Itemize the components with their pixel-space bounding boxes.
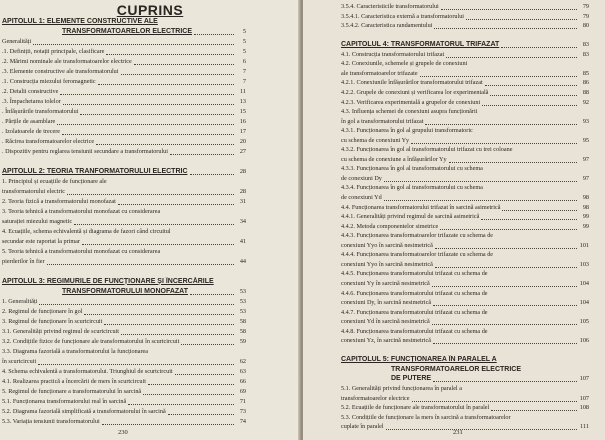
toc-page-number: 85: [582, 69, 589, 77]
toc-entry-title: 3.5.4.2. Caracteristica randamentului: [341, 22, 433, 30]
toc-entry-title: 4.2.2. Grupele de conexiuni și verificarea lor experimentală: [341, 88, 489, 96]
dot-leader: [60, 94, 234, 95]
toc-entry-title: saturației miezului magnetic: [2, 218, 73, 225]
toc-entry-title: 4. Schema echivalentă a transformatorului. Triunghiul de scurtcircuit: [2, 368, 173, 375]
toc-entry-title: transformatoarelor electrice: [341, 394, 410, 402]
dot-leader: [194, 34, 234, 35]
toc-entry-title: 4. Ecuațiile, schema echivalentă și diagrama de fazori când circuitul: [2, 228, 171, 235]
toc-page-number: 53: [239, 308, 246, 315]
toc-entry: [341, 164, 589, 174]
toc-entry: [2, 217, 246, 227]
toc-page-number: 41: [239, 238, 246, 245]
dot-leader: [84, 314, 234, 315]
toc-entry-title: 5.1. Generalități privind funcționarea în paralel a: [341, 385, 462, 392]
toc-entry: [341, 126, 589, 136]
toc-page-number: 53: [239, 288, 246, 295]
toc-entry: [2, 227, 246, 237]
toc-entry: [2, 107, 246, 117]
toc-entry-title: 1. Generalități: [2, 298, 38, 305]
toc-entry: [2, 307, 246, 317]
chapter-heading: TRANSFORMATORULUI MONOFAZAT: [62, 288, 188, 295]
toc-entry-title: conexiuni Yd în sarcină nesimetrică: [341, 318, 430, 326]
toc-entry: [2, 127, 246, 137]
toc-entry-title: conexiuni Yy în sarcină nesimetrică: [341, 279, 430, 287]
dot-leader: [491, 410, 577, 411]
dot-leader: [420, 76, 577, 77]
toc-entry-title: 3.5.4.1. Caracteristica externă a transformatorului: [341, 12, 465, 20]
toc-entry-title: 4.4.8. Funcționarea transformatorului trifazat cu schema de: [341, 327, 488, 335]
left-page-number: 230: [118, 429, 128, 436]
toc-entry: [341, 12, 589, 22]
toc-page-number: 88: [582, 88, 589, 96]
toc-entry-title: conexiuni Dy, în sarcină nesimetrică: [341, 299, 432, 307]
toc-page-number: 106: [579, 337, 589, 345]
toc-entry-title: 3.1. Generalități privind regimul de scurtcircuit: [2, 328, 120, 335]
toc-entry-title: 4.2. Conexiunile, schemele și grupele de conexiuni: [341, 60, 468, 68]
toc-page-number: 59: [239, 338, 246, 345]
toc-entry: [2, 77, 246, 87]
toc-page-number: 92: [582, 98, 589, 106]
chapter-heading: APITOLUL 3: REGIMURILE DE FUNCȚIONARE ȘI ÎNCERCĂRILE: [2, 278, 214, 285]
toc-entry-title: în scurtcircuit: [2, 358, 37, 365]
dot-leader: [490, 95, 577, 96]
dot-leader: [434, 28, 577, 29]
toc-page-number: 34: [239, 218, 246, 225]
dot-leader: [74, 224, 234, 225]
chapter-heading: TRANSFORMATOARELOR ELECTRICE: [391, 365, 522, 373]
toc-entry-title: . Răcirea transformatoarelor electrice: [2, 138, 95, 145]
toc-page-number: 7: [242, 78, 246, 85]
toc-entry: [341, 69, 589, 79]
dot-leader: [62, 134, 234, 135]
toc-entry: [2, 317, 246, 327]
toc-entry-title: 5. Teoria tehnică a transformatorului monofazat cu considerarea: [2, 248, 161, 255]
toc-entry: [2, 207, 246, 217]
toc-entry-title: 4.4.1. Generalități privind regimul de sarcină asimetrică: [341, 213, 480, 221]
toc-entry: [341, 88, 589, 98]
toc-entry-title: Generalități: [2, 38, 32, 45]
toc-entry: [2, 277, 246, 287]
dot-leader: [67, 194, 234, 195]
toc-entry: [2, 37, 246, 47]
toc-page-number: 99: [582, 213, 589, 221]
toc-entry-title: . Părțile de asamblare: [2, 118, 56, 125]
toc-entry: [2, 347, 246, 357]
toc-entry: [341, 117, 589, 127]
toc-entry: [2, 97, 246, 107]
toc-entry: [341, 78, 589, 88]
dot-leader: [57, 124, 234, 125]
toc-entry-title: conexiuni Yyo în sarcină nesimetrică: [341, 241, 433, 249]
dot-leader: [446, 57, 577, 58]
toc-page-number: 105: [579, 318, 589, 326]
toc-entry-title: de conexiuni Yd: [341, 194, 382, 201]
toc-page-number: 31: [239, 198, 246, 205]
dot-leader: [433, 305, 577, 306]
toc-entry-title: 4.3.1. Funcționarea în gol al grupului transformatoric: [341, 127, 473, 135]
chapter-heading: APITOLUL 1: ELEMENTE CONSTRUCTIVE ALE: [2, 18, 158, 25]
toc-entry: [341, 2, 589, 12]
toc-entry-title: 4.4.2. Metoda componentelor simetrice: [341, 222, 439, 230]
toc-entry: [341, 222, 589, 232]
toc-entry: [341, 346, 589, 356]
toc-entry: [2, 87, 246, 97]
dot-leader: [63, 104, 234, 105]
toc-entry: [341, 203, 589, 213]
toc-page-number: 11: [240, 88, 246, 95]
toc-entry: [2, 247, 246, 257]
toc-entry: [2, 297, 246, 307]
toc-page-number: 95: [582, 136, 589, 144]
toc-entry: [341, 98, 589, 108]
dot-leader: [118, 204, 234, 205]
toc-entry: [341, 413, 589, 423]
toc-entry: [341, 50, 589, 60]
dot-leader: [170, 154, 234, 155]
toc-entry-title: 5. Regimul de funcționare a transformatorului în sarcină: [2, 388, 142, 395]
left-toc: [0, 0, 300, 440]
toc-entry-title: conexiuni Yyo în sarcină nesimetrică: [341, 260, 433, 268]
dot-leader: [190, 174, 234, 175]
chapter-heading: DE PUTERE: [391, 375, 432, 383]
toc-entry-title: 4.4.5. Funcționarea transformatorului trifazat cu schema de: [341, 270, 488, 278]
dot-leader: [168, 414, 234, 415]
toc-page-number: 6: [242, 58, 246, 65]
toc-entry: [2, 47, 246, 57]
dot-leader: [433, 343, 577, 344]
toc-page-number: 86: [582, 79, 589, 87]
toc-entry-title: . Dispozitiv pentru reglarea tensiunii secundare a transformatorului: [2, 148, 168, 155]
dot-leader: [106, 54, 234, 55]
toc-entry: [341, 279, 589, 289]
toc-page-number: 79: [582, 12, 589, 20]
toc-entry-title: 3. Teoria tehnică a transformatorului monofazat cu considerarea: [2, 208, 161, 215]
toc-entry-title: 4.4.4. Funcționarea transformatoarelor trifazate cu schema de: [341, 251, 494, 259]
toc-entry-title: în gol a transformatorului trifazat: [341, 117, 424, 125]
toc-entry: [2, 387, 246, 397]
dot-leader: [440, 229, 577, 230]
dot-leader: [33, 44, 234, 45]
toc-entry: [341, 384, 589, 394]
toc-page-number: 107: [579, 394, 589, 402]
dot-leader: [502, 210, 577, 211]
toc-entry-title: 4.4.6. Funcționarea transformatorului trifazat cu schema de: [341, 289, 488, 297]
toc-entry: [2, 117, 246, 127]
dot-leader: [98, 84, 234, 85]
dot-leader: [47, 264, 234, 265]
chapter-heading: APITOLUL 2: TEORIA TRANFORMATORULUI ELECTRIC: [2, 168, 188, 175]
toc-entry-title: 4.3.3. Funcționarea în gol al transformatorului cu schema: [341, 165, 483, 173]
toc-entry-title: 5.3. Variația tensiunii transformatorului: [2, 418, 100, 425]
toc-entry: [341, 403, 589, 413]
toc-entry: [341, 231, 589, 241]
toc-page-number: 108: [579, 404, 589, 412]
dot-leader: [143, 394, 234, 395]
toc-entry: [2, 167, 246, 177]
dot-leader: [425, 124, 577, 125]
toc-entry: [341, 327, 589, 337]
right-page: [303, 0, 605, 440]
toc-entry: [2, 257, 246, 267]
toc-page-number: 80: [582, 22, 589, 30]
toc-entry-title: .1. Definiții, notații principale, clasificare: [2, 48, 105, 55]
toc-entry-title: 3.5.4. Caracteristicile transformatorului: [341, 3, 439, 10]
toc-entry-title: 5.1. Funcționarea transformatorului real în sarcină: [2, 398, 127, 405]
toc-entry-title: . Înfășurările transformatorului: [2, 108, 79, 115]
toc-page-number: 69: [239, 388, 246, 395]
dot-leader: [128, 404, 234, 405]
toc-entry: [341, 193, 589, 203]
toc-entry-title: 4.4.7. Funcționarea transformatorului trifazat cu schema de: [341, 308, 488, 316]
chapter-heading: TRANSFORMATOARELOR ELECTRICE: [62, 28, 193, 35]
toc-entry: [341, 298, 589, 308]
toc-entry-title: .3. Împachetarea tolelor: [2, 98, 61, 105]
dot-leader: [432, 286, 577, 287]
toc-entry-title: 3. Regimul de funcționare în scurtcircuit: [2, 318, 103, 325]
toc-page-number: 83: [582, 41, 589, 49]
toc-page-number: 62: [239, 358, 246, 365]
dot-leader: [148, 384, 234, 385]
dot-leader: [190, 294, 234, 295]
toc-entry: [341, 155, 589, 165]
toc-page-number: 99: [582, 222, 589, 230]
dot-leader: [482, 105, 577, 106]
right-toc: [303, 0, 605, 440]
toc-page-number: 93: [582, 117, 589, 125]
toc-entry: [2, 367, 246, 377]
toc-entry: [2, 147, 246, 157]
toc-entry: [2, 417, 246, 427]
toc-entry-title: cuplate în paralel: [341, 423, 384, 431]
toc-page-number: 5: [242, 48, 246, 55]
toc-page-number: 58: [239, 318, 246, 325]
toc-entry: [341, 59, 589, 69]
toc-entry-title: 4.4.3. Funcționarea transformatoarelor trifazate cu schema de: [341, 232, 494, 240]
toc-entry-title: secundar este raportat la primar: [2, 238, 80, 245]
toc-entry: [2, 67, 246, 77]
toc-entry-title: .3. Elemente constructive ale transformatorului: [2, 68, 119, 75]
toc-page-number: 15: [239, 108, 246, 115]
toc-page-number: 98: [582, 203, 589, 211]
right-page-number: 231: [453, 429, 463, 436]
toc-entry-title: . Izolatoarele de trecere: [2, 128, 61, 135]
toc-page-number: 7: [242, 68, 246, 75]
toc-entry: [341, 21, 589, 31]
toc-page-number: 53: [239, 298, 246, 305]
toc-page-number: 104: [579, 299, 589, 307]
toc-entry: [341, 422, 589, 432]
toc-entry-title: 1. Principiul și ecuațiile de funcționare ale: [2, 178, 107, 185]
dot-leader: [96, 144, 234, 145]
toc-page-number: 28: [239, 188, 246, 195]
toc-entry: [2, 137, 246, 147]
chapter-heading: CAPITOLUL 4: TRANSFORMATORUL TRIFAZAT: [341, 41, 500, 49]
toc-entry: [341, 212, 589, 222]
toc-entry-title: 4.2.1. Conexiunile înfășurărilor transformatorului trifazat: [341, 79, 483, 87]
dot-leader: [121, 74, 234, 75]
toc-page-number: 44: [239, 258, 246, 265]
toc-entry-title: de conexiuni Dy: [341, 174, 382, 182]
toc-entry: [341, 365, 589, 375]
dot-leader: [104, 324, 234, 325]
dot-leader: [501, 47, 577, 48]
dot-leader: [466, 19, 577, 20]
toc-entry: [2, 157, 246, 167]
dot-leader: [441, 9, 577, 10]
toc-entry-title: 4.2.3. Verificarea experimentală a grupelor de conexiuni: [341, 98, 481, 106]
toc-entry: [341, 31, 589, 41]
toc-entry: [2, 357, 246, 367]
toc-entry: [2, 237, 246, 247]
dot-leader: [384, 200, 577, 201]
toc-entry-title: 4.3.4. Funcționarea în gol al transformatorului cu schema: [341, 184, 483, 192]
toc-entry: [341, 260, 589, 270]
toc-entry: [2, 187, 246, 197]
toc-entry: [341, 241, 589, 251]
toc-entry: [2, 197, 246, 207]
toc-entry-title: 4.1. Realizarea practică a încercării de mers în scurtcircuit: [2, 378, 146, 385]
toc-entry-title: 5.2. Ecuațiile de funcționare ale transformatorului în paralel: [341, 404, 490, 412]
toc-entry: [2, 27, 246, 37]
dot-leader: [38, 364, 234, 365]
toc-page-number: 98: [582, 194, 589, 201]
toc-page-number: 17: [239, 128, 246, 135]
toc-entry: [2, 377, 246, 387]
toc-page-number: 20: [239, 138, 246, 145]
dot-leader: [386, 429, 577, 430]
toc-entry: [341, 317, 589, 327]
toc-page-number: 101: [579, 241, 589, 249]
left-page: [0, 0, 300, 440]
toc-entry: [341, 355, 589, 365]
toc-entry-title: 4.1. Construcția transformatorului trifazat: [341, 50, 445, 58]
toc-entry-title: .2. Detalii constructive: [2, 88, 59, 95]
dot-leader: [412, 401, 577, 402]
toc-page-number: 66: [239, 378, 246, 385]
toc-entry: [2, 267, 246, 277]
toc-entry: [341, 174, 589, 184]
dot-leader: [181, 344, 234, 345]
toc-entry: [341, 136, 589, 146]
toc-entry-title: 4.4. Funcționarea transformatorului trifazat în sarcină asimetrică: [341, 203, 501, 211]
dot-leader: [435, 248, 577, 249]
toc-entry: [2, 57, 246, 67]
toc-entry-title: 2. Teoria fizică a transformatorului monofazat: [2, 198, 116, 205]
toc-entry-title: cu schema de conexiune a înfășurărilor Yy: [341, 155, 447, 163]
toc-entry-title: 4.3.2. Funcționarea în gol al transformatorului trifazat cu trei coloane: [341, 146, 513, 154]
toc-entry: [341, 374, 589, 384]
toc-page-number: 83: [582, 50, 589, 58]
toc-entry: [341, 40, 589, 50]
toc-entry: [2, 407, 246, 417]
toc-page-number: 58: [239, 328, 246, 335]
dot-leader: [481, 219, 577, 220]
toc-entry-title: 5.3. Condițiile de funcționare la mers în sarcină a transformatoarelor: [341, 413, 511, 421]
toc-page-number: 111: [580, 423, 589, 431]
toc-entry-title: 4.3. Influența schemei de conexiuni asupra funcționării: [341, 108, 478, 116]
toc-page-number: 74: [239, 418, 246, 425]
toc-page-number: 104: [579, 279, 589, 287]
toc-entry: [341, 250, 589, 260]
toc-page-number: 73: [239, 408, 246, 415]
toc-entry: [2, 17, 246, 27]
dot-leader: [485, 85, 577, 86]
dot-leader: [175, 374, 234, 375]
toc-entry-title: 3.2. Condițiile fizice de funcționare ale transformatorului în scurtcircuit: [2, 338, 180, 345]
dot-leader: [39, 304, 234, 305]
page-title: CUPRINS: [116, 2, 184, 18]
toc-entry-title: transformatorului electric: [2, 188, 66, 195]
toc-entry: [341, 394, 589, 404]
toc-page-number: 5: [242, 38, 246, 45]
toc-entry: [341, 269, 589, 279]
toc-entry: [2, 397, 246, 407]
toc-entry-title: cu schema de conexiuni Yy: [341, 136, 410, 144]
toc-page-number: 16: [239, 118, 246, 125]
toc-page-number: 97: [582, 174, 589, 182]
toc-entry: [341, 107, 589, 117]
dot-leader: [80, 114, 234, 115]
dot-leader: [102, 424, 234, 425]
dot-leader: [411, 143, 577, 144]
toc-page-number: 28: [239, 168, 246, 175]
toc-entry: [2, 337, 246, 347]
toc-entry-title: pierderilor în fier: [2, 258, 45, 265]
toc-page-number: 97: [582, 155, 589, 163]
toc-entry-title: .2. Mărimi nominale ale transformatoarelor electrice: [2, 58, 132, 65]
toc-page-number: 103: [579, 260, 589, 268]
dot-leader: [432, 324, 577, 325]
toc-entry: [2, 177, 246, 187]
toc-page-number: 71: [239, 398, 246, 405]
chapter-heading: CAPITOLUL 5: FUNCȚIONAREA ÎN PARALEL A: [341, 356, 497, 364]
toc-entry-title: .1. Construcția miezului feromagnetic: [2, 78, 96, 85]
dot-leader: [121, 334, 234, 335]
toc-page-number: 5: [242, 28, 246, 35]
toc-page-number: 63: [239, 368, 246, 375]
toc-page-number: 107: [579, 375, 589, 383]
dot-leader: [449, 162, 577, 163]
toc-page-number: 79: [582, 3, 589, 10]
toc-entry-title: 2. Regimul de funcționare în gol: [2, 308, 83, 315]
toc-page-number: 27: [239, 148, 246, 155]
toc-entry: [341, 183, 589, 193]
toc-page-number: 13: [239, 98, 246, 105]
toc-entry-title: conexiuni Yz, în sarcină nesimetrică: [341, 337, 431, 345]
dot-leader: [433, 381, 577, 382]
toc-entry-title: ale transformatoarelor trifazate: [341, 69, 418, 77]
toc-entry-title: 5.2. Diagrama fazorială simplificată a transformatorului în sarcină: [2, 408, 166, 415]
toc-entry: [2, 287, 246, 297]
toc-entry: [341, 289, 589, 299]
dot-leader: [384, 181, 577, 182]
dot-leader: [435, 267, 577, 268]
toc-entry-title: 3.3. Diagrama fazorială a transformatorului la funcționarea: [2, 348, 149, 355]
dot-leader: [82, 244, 234, 245]
toc-entry: [341, 145, 589, 155]
toc-entry: [2, 327, 246, 337]
toc-entry: [341, 308, 589, 318]
dot-leader: [134, 64, 234, 65]
toc-entry: [341, 336, 589, 346]
